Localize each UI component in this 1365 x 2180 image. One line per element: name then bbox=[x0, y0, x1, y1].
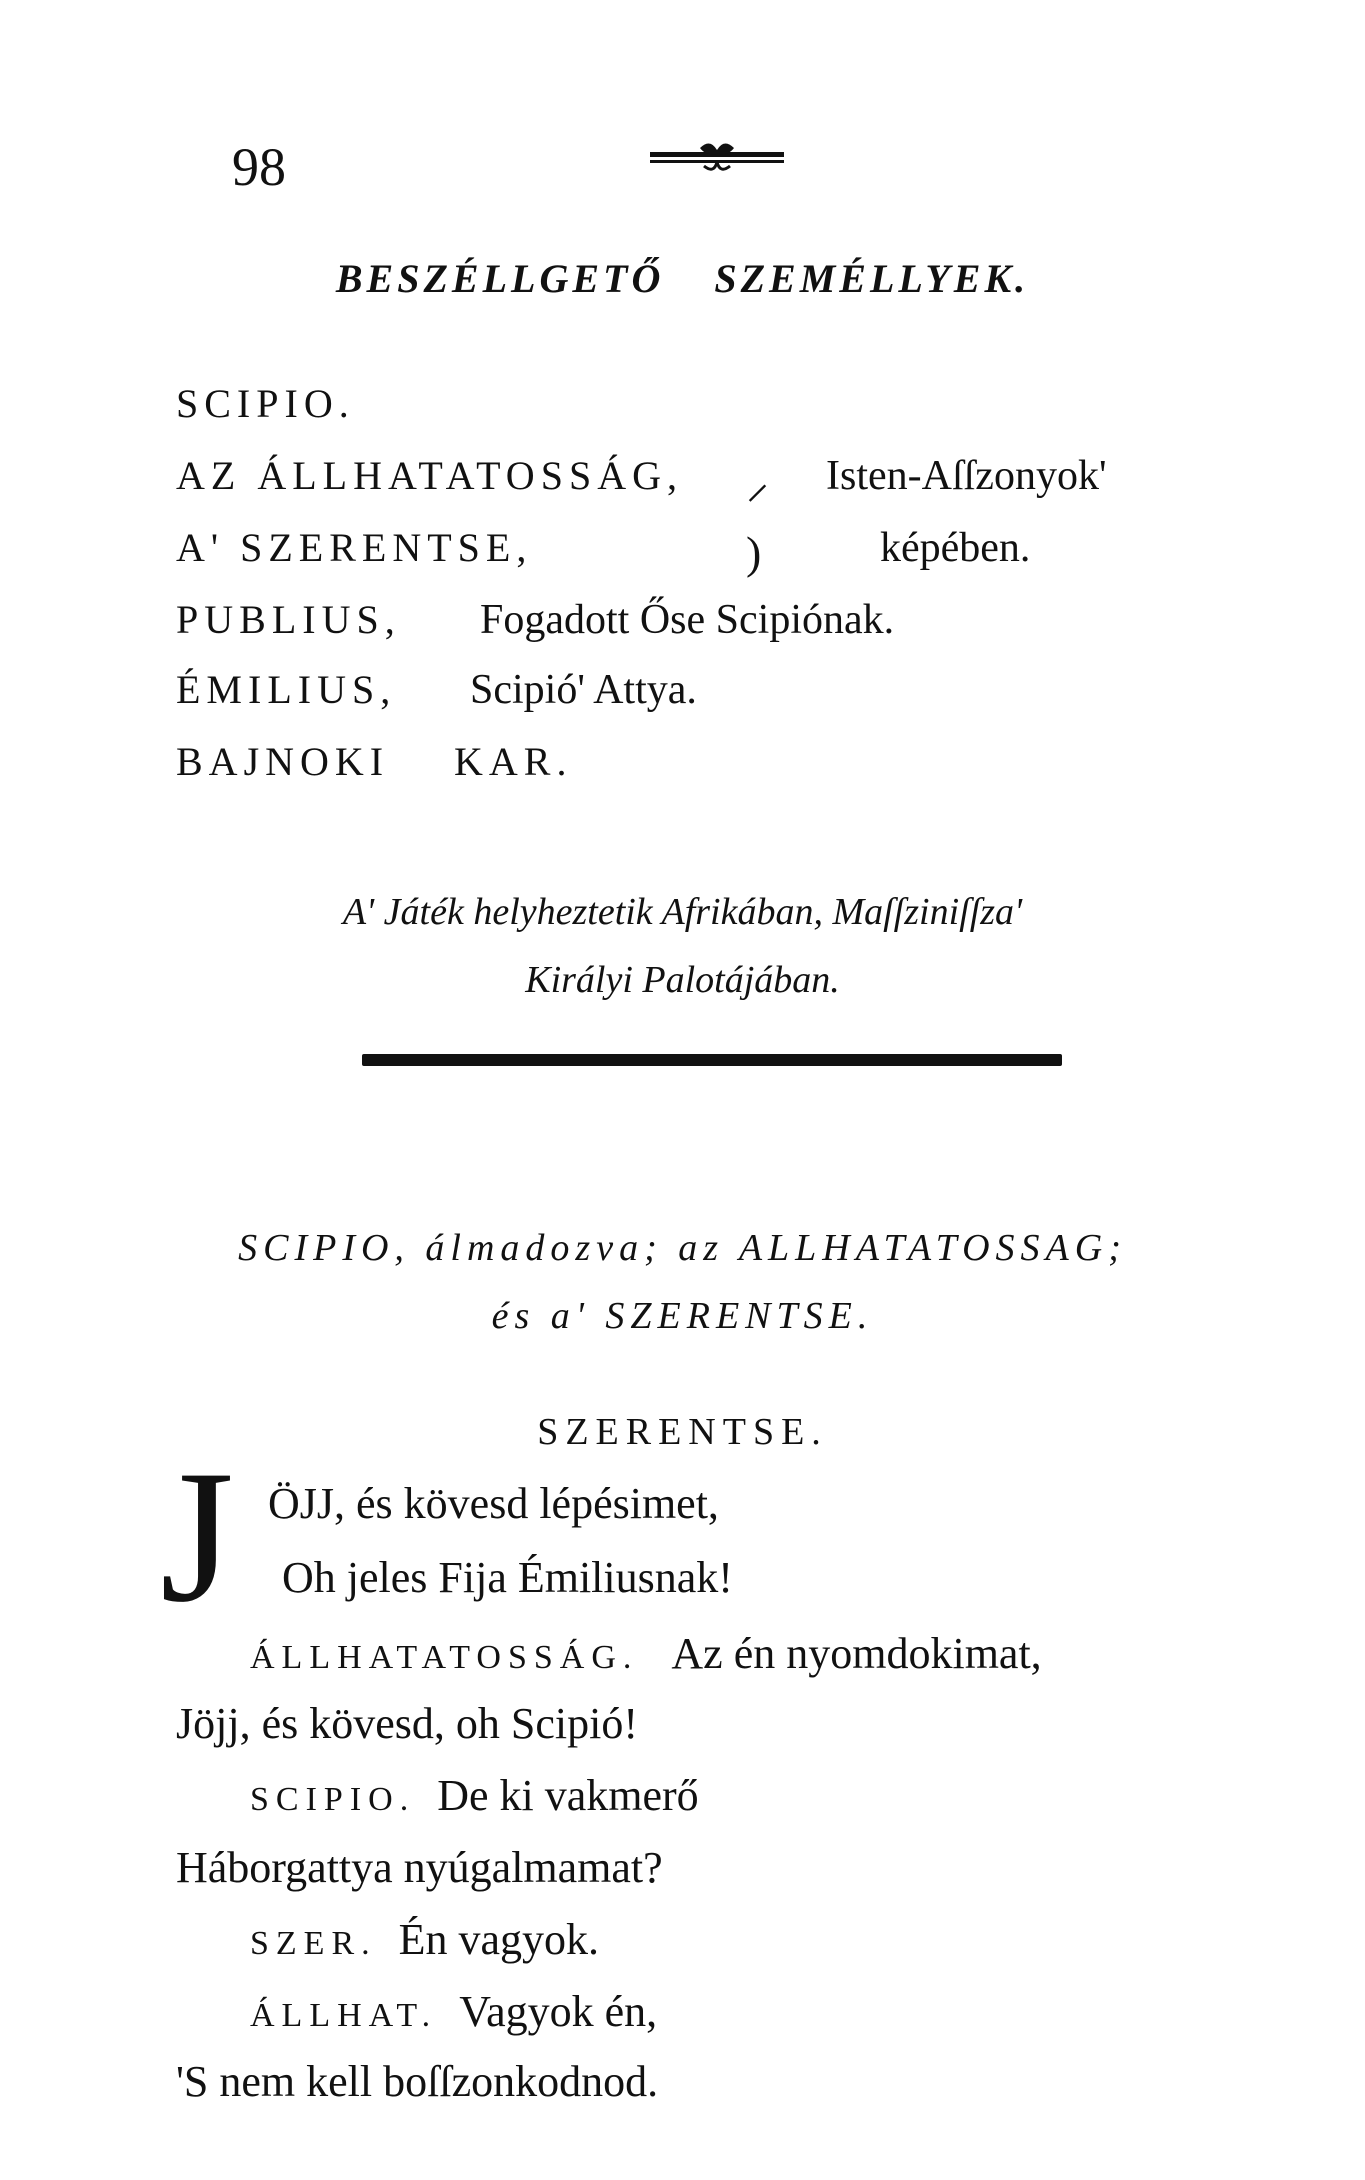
setting-line: Királyi Palotájában. bbox=[525, 959, 840, 1001]
cast-item: A' SZERENTSE, bbox=[176, 525, 533, 570]
verse-line: Oh jeles Fija Émiliusnak! bbox=[282, 1553, 733, 1602]
cast-desc: képében. bbox=[880, 525, 1031, 571]
cast-desc: Scipió' Attya. bbox=[470, 667, 697, 713]
cast-desc: Isten-Aſſzonyok' bbox=[826, 453, 1107, 499]
verse-line: SZER. Én vagyok. bbox=[250, 1915, 600, 1964]
cast-item: PUBLIUS, bbox=[176, 597, 401, 642]
speaker-name: SZERENTSE. bbox=[537, 1411, 828, 1453]
divider-rule bbox=[362, 1054, 1062, 1066]
cast-item: SCIPIO. bbox=[176, 381, 355, 426]
verse-line: ÁLLHAT. Vagyok én, bbox=[250, 1987, 658, 2036]
cast-item: ÉMILIUS, bbox=[176, 667, 397, 712]
brace-icon: ) bbox=[746, 527, 762, 578]
cast-heading-right: SZEMÉLLYEK. bbox=[714, 256, 1030, 301]
verse-line: 'S nem kell boſſzonkodnod. bbox=[176, 2057, 659, 2106]
cast-item: BAJNOKI bbox=[176, 739, 390, 784]
cast-desc: Fogadott Őse Scipiónak. bbox=[480, 597, 895, 643]
verse-line: ÖJJ, és kövesd lépésimet, bbox=[268, 1479, 719, 1528]
drop-cap: J bbox=[160, 1432, 234, 1642]
setting-line: A' Játék helyheztetik Afrikában, Maſſziniſſza' bbox=[342, 891, 1023, 933]
cast-heading-left: BESZÉLLGETŐ bbox=[335, 256, 665, 301]
cast-item: AZ ÁLLHATATOSSÁG, bbox=[176, 453, 683, 498]
cast-heading bbox=[0, 255, 1365, 302]
verse-line: ÁLLHATATOSSÁG. Az én nyomdokimat, bbox=[250, 1629, 1042, 1678]
verse-line: Jöjj, és kövesd, oh Scipió! bbox=[176, 1699, 638, 1748]
brace-icon: ⸝ bbox=[746, 457, 769, 508]
scene-direction: és a' SZERENTSE. bbox=[491, 1295, 874, 1337]
page-number: 98 bbox=[232, 137, 286, 197]
verse-line: SCIPIO. De ki vakmerő bbox=[250, 1771, 699, 1820]
scene-direction: SCIPIO, álmadozva; az ALLHATATOSSAG; bbox=[238, 1227, 1127, 1269]
ornament-icon bbox=[648, 138, 786, 174]
cast-desc: KAR. bbox=[454, 739, 573, 784]
verse-line: Háborgattya nyúgalmamat? bbox=[176, 1843, 663, 1892]
